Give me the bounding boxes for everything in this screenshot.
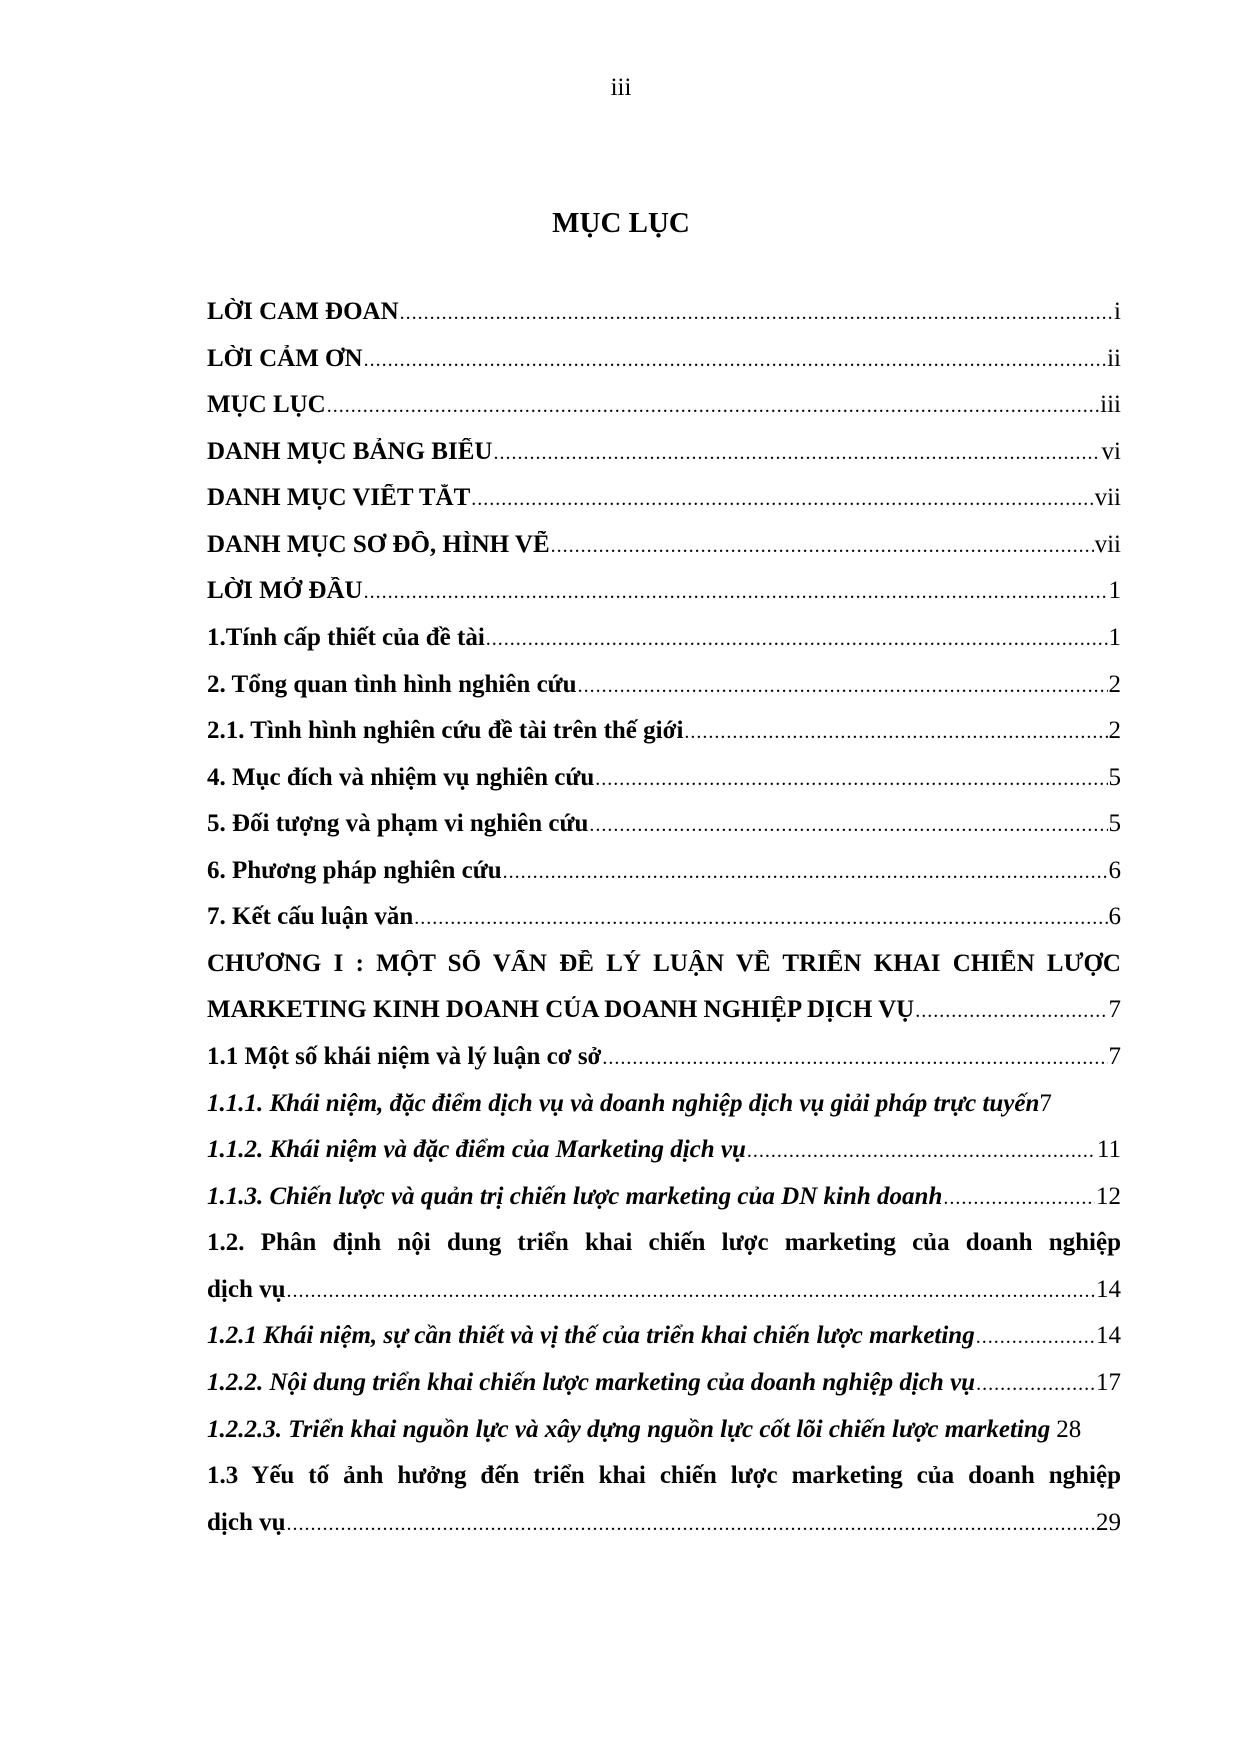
- dot-leader: [747, 1140, 1096, 1163]
- toc-entry-1-3-line1[interactable]: [207, 1462, 1121, 1509]
- toc-entry-label: LỜI CẢM ƠN: [207, 344, 363, 372]
- toc-entry-label: 1.1 Một số khái niệm và lý luận cơ sở: [207, 1043, 602, 1070]
- toc-entry-page: 5: [1108, 810, 1121, 838]
- toc-entry-page: 2: [1108, 717, 1121, 745]
- toc-entry-label: 7. Kết cấu luận văn: [207, 903, 414, 931]
- dot-leader: [684, 721, 1107, 744]
- toc-entry-page: ii: [1107, 344, 1121, 372]
- toc-entry-danh-muc-bang-bieu[interactable]: [207, 438, 1121, 485]
- toc-entry-1-2-2[interactable]: [207, 1369, 1121, 1416]
- toc-entry-label: 2. Tổng quan tình hình nghiên cứu: [207, 670, 577, 698]
- toc-entry-label: DANH MỤC BẢNG BIỂU: [207, 437, 493, 465]
- toc-entry-chuong-1-line2[interactable]: [207, 996, 1121, 1043]
- toc-entry-page: 17: [1096, 1368, 1121, 1396]
- toc-entry-label: 2.1. Tình hình nghiên cứu đề tài trên thế giới: [207, 717, 684, 745]
- toc-entry-1-3-line2[interactable]: [207, 1509, 1121, 1556]
- toc-entry-label: MỤC LỤC: [207, 391, 326, 419]
- toc-entry-page: 7: [1039, 1089, 1052, 1117]
- toc-entry-ket-cau[interactable]: [207, 903, 1121, 950]
- toc-entry-danh-muc-viet-tat[interactable]: [207, 484, 1121, 531]
- toc-entry-doi-tuong[interactable]: [207, 810, 1121, 857]
- toc-entry-page: vii: [1094, 530, 1121, 558]
- toc-entry-label: 1.Tính cấp thiết của đề tài: [207, 623, 485, 651]
- page-number: iii: [610, 74, 632, 101]
- toc-entry-page: 6: [1108, 903, 1121, 931]
- dot-leader: [976, 1373, 1095, 1396]
- toc-entry-muc-dich[interactable]: [207, 764, 1121, 811]
- toc-entry-label: dịch vụ: [207, 1275, 286, 1303]
- toc-entry-label: 1.2.2.3. Triển khai nguồn lực và xây dựng nguồn lực cốt lõi chiến lược marketing: [207, 1415, 1051, 1443]
- toc-entry-page: 14: [1096, 1275, 1121, 1303]
- toc-entry-1-2-line1[interactable]: [207, 1229, 1121, 1276]
- toc-entry-label: LỜI CAM ĐOAN: [207, 298, 399, 325]
- dot-leader: [595, 768, 1107, 791]
- toc-entry-page: 5: [1108, 763, 1121, 791]
- toc-entry-label: 1.3 Yếu tố ảnh hưởng đến triển khai chiến lược marketing của doanh nghiệp: [207, 1462, 1121, 1490]
- dot-leader: [364, 581, 1108, 604]
- toc-entry-loi-mo-dau[interactable]: [207, 577, 1121, 624]
- toc-entry-label: CHƯƠNG I : MỘT SỐ VẤN ĐỀ LÝ LUẬN VỀ TRIỂN KHAI CHIẾN LƯỢC: [207, 949, 1121, 977]
- dot-leader: [602, 1047, 1107, 1070]
- toc-entry-label: 1.2. Phân định nội dung triển khai chiến lược marketing của doanh nghiệp: [207, 1229, 1121, 1257]
- toc-entry-label: 1.1.1. Khái niệm, đặc điểm dịch vụ và doanh nghiệp dịch vụ giải pháp trực tuyến: [207, 1089, 1040, 1117]
- toc-entry-page: 12: [1096, 1182, 1121, 1210]
- toc-entry-1-1-2[interactable]: [207, 1136, 1121, 1183]
- toc-entry-label: 1.1.3. Chiến lược và quản trị chiến lược marketing của DN kinh doanh: [207, 1182, 943, 1210]
- dot-leader: [976, 1326, 1095, 1349]
- toc-entry-label: dịch vụ: [207, 1508, 286, 1536]
- toc-entry-label: MARKETING KINH DOANH CỦA DOANH NGHIỆP DỊCH VỤ: [207, 996, 915, 1024]
- toc-entry-1-1[interactable]: [207, 1043, 1121, 1090]
- dot-leader: [414, 907, 1107, 930]
- dot-leader: [364, 349, 1107, 372]
- toc-entry-page: 1: [1108, 577, 1121, 605]
- dot-leader: [578, 675, 1108, 698]
- dot-leader: [471, 488, 1093, 511]
- toc-entry-page: 28: [1056, 1415, 1082, 1443]
- toc-entry-page: i: [1114, 298, 1121, 325]
- dot-leader: [327, 395, 1099, 418]
- toc-entry-tinh-cap-thiet[interactable]: [207, 624, 1121, 671]
- dot-leader: [503, 861, 1108, 884]
- dot-leader: [287, 1280, 1095, 1303]
- toc-entry-1-1-3[interactable]: [207, 1183, 1121, 1230]
- dot-leader: [589, 814, 1107, 837]
- toc-entry-page: 1: [1108, 623, 1121, 651]
- toc-entry-loi-cam-doan[interactable]: [207, 298, 1121, 345]
- dot-leader: [400, 302, 1113, 325]
- toc-entry-label: 1.1.2. Khái niệm và đặc điểm của Marketing dịch vụ: [207, 1136, 746, 1164]
- toc-entry-muc-luc[interactable]: [207, 391, 1121, 438]
- dot-leader: [486, 628, 1108, 651]
- toc-entry-page: vii: [1094, 484, 1121, 512]
- dot-leader: [943, 1187, 1095, 1210]
- toc-entry-label: 5. Đối tượng và phạm vi nghiên cứu: [207, 810, 589, 838]
- dot-leader: [551, 535, 1094, 558]
- toc-entry-loi-cam-on[interactable]: [207, 345, 1121, 392]
- toc-entry-phuong-phap[interactable]: [207, 857, 1121, 904]
- toc-entry-page: 14: [1096, 1322, 1121, 1350]
- toc-entry-page: iii: [1100, 391, 1121, 419]
- toc-entry-chuong-1-line1[interactable]: [207, 950, 1121, 997]
- toc-entry-label: LỜI MỞ ĐẦU: [207, 577, 363, 605]
- table-of-contents: [207, 298, 1121, 1555]
- toc-entry-page: 7: [1108, 1043, 1121, 1070]
- toc-entry-page: 7: [1108, 996, 1121, 1024]
- toc-entry-page: 29: [1096, 1508, 1121, 1536]
- toc-entry-page: vi: [1101, 437, 1121, 465]
- toc-entry-tong-quan[interactable]: [207, 671, 1121, 718]
- toc-entry-1-1-1[interactable]: [207, 1090, 1121, 1137]
- toc-entry-label: 4. Mục đích và nhiệm vụ nghiên cứu: [207, 763, 595, 791]
- toc-entry-label: DANH MỤC SƠ ĐỒ, HÌNH VẼ: [207, 530, 550, 558]
- toc-entry-label: 1.2.1 Khái niệm, sự cần thiết và vị thế của triển khai chiến lược marketing: [207, 1322, 975, 1350]
- toc-entry-page: 2: [1108, 670, 1121, 698]
- toc-title: MỤC LỤC: [552, 207, 690, 239]
- toc-entry-1-2-2-3[interactable]: [207, 1416, 1121, 1463]
- toc-entry-1-2-1[interactable]: [207, 1322, 1121, 1369]
- dot-leader: [287, 1513, 1095, 1536]
- toc-entry-page: 6: [1108, 856, 1121, 884]
- toc-entry-page: 11: [1096, 1136, 1121, 1164]
- toc-entry-label: 6. Phương pháp nghiên cứu: [207, 856, 502, 884]
- dot-leader: [915, 1000, 1107, 1023]
- toc-entry-tinh-hinh-the-gioi[interactable]: [207, 717, 1121, 764]
- toc-entry-1-2-line2[interactable]: [207, 1276, 1121, 1323]
- toc-entry-label: DANH MỤC VIẾT TẮT: [207, 484, 471, 512]
- toc-entry-label: 1.2.2. Nội dung triển khai chiến lược marketing của doanh nghiệp dịch vụ: [207, 1368, 976, 1396]
- dot-leader: [493, 442, 1100, 465]
- toc-entry-danh-muc-so-do[interactable]: [207, 531, 1121, 578]
